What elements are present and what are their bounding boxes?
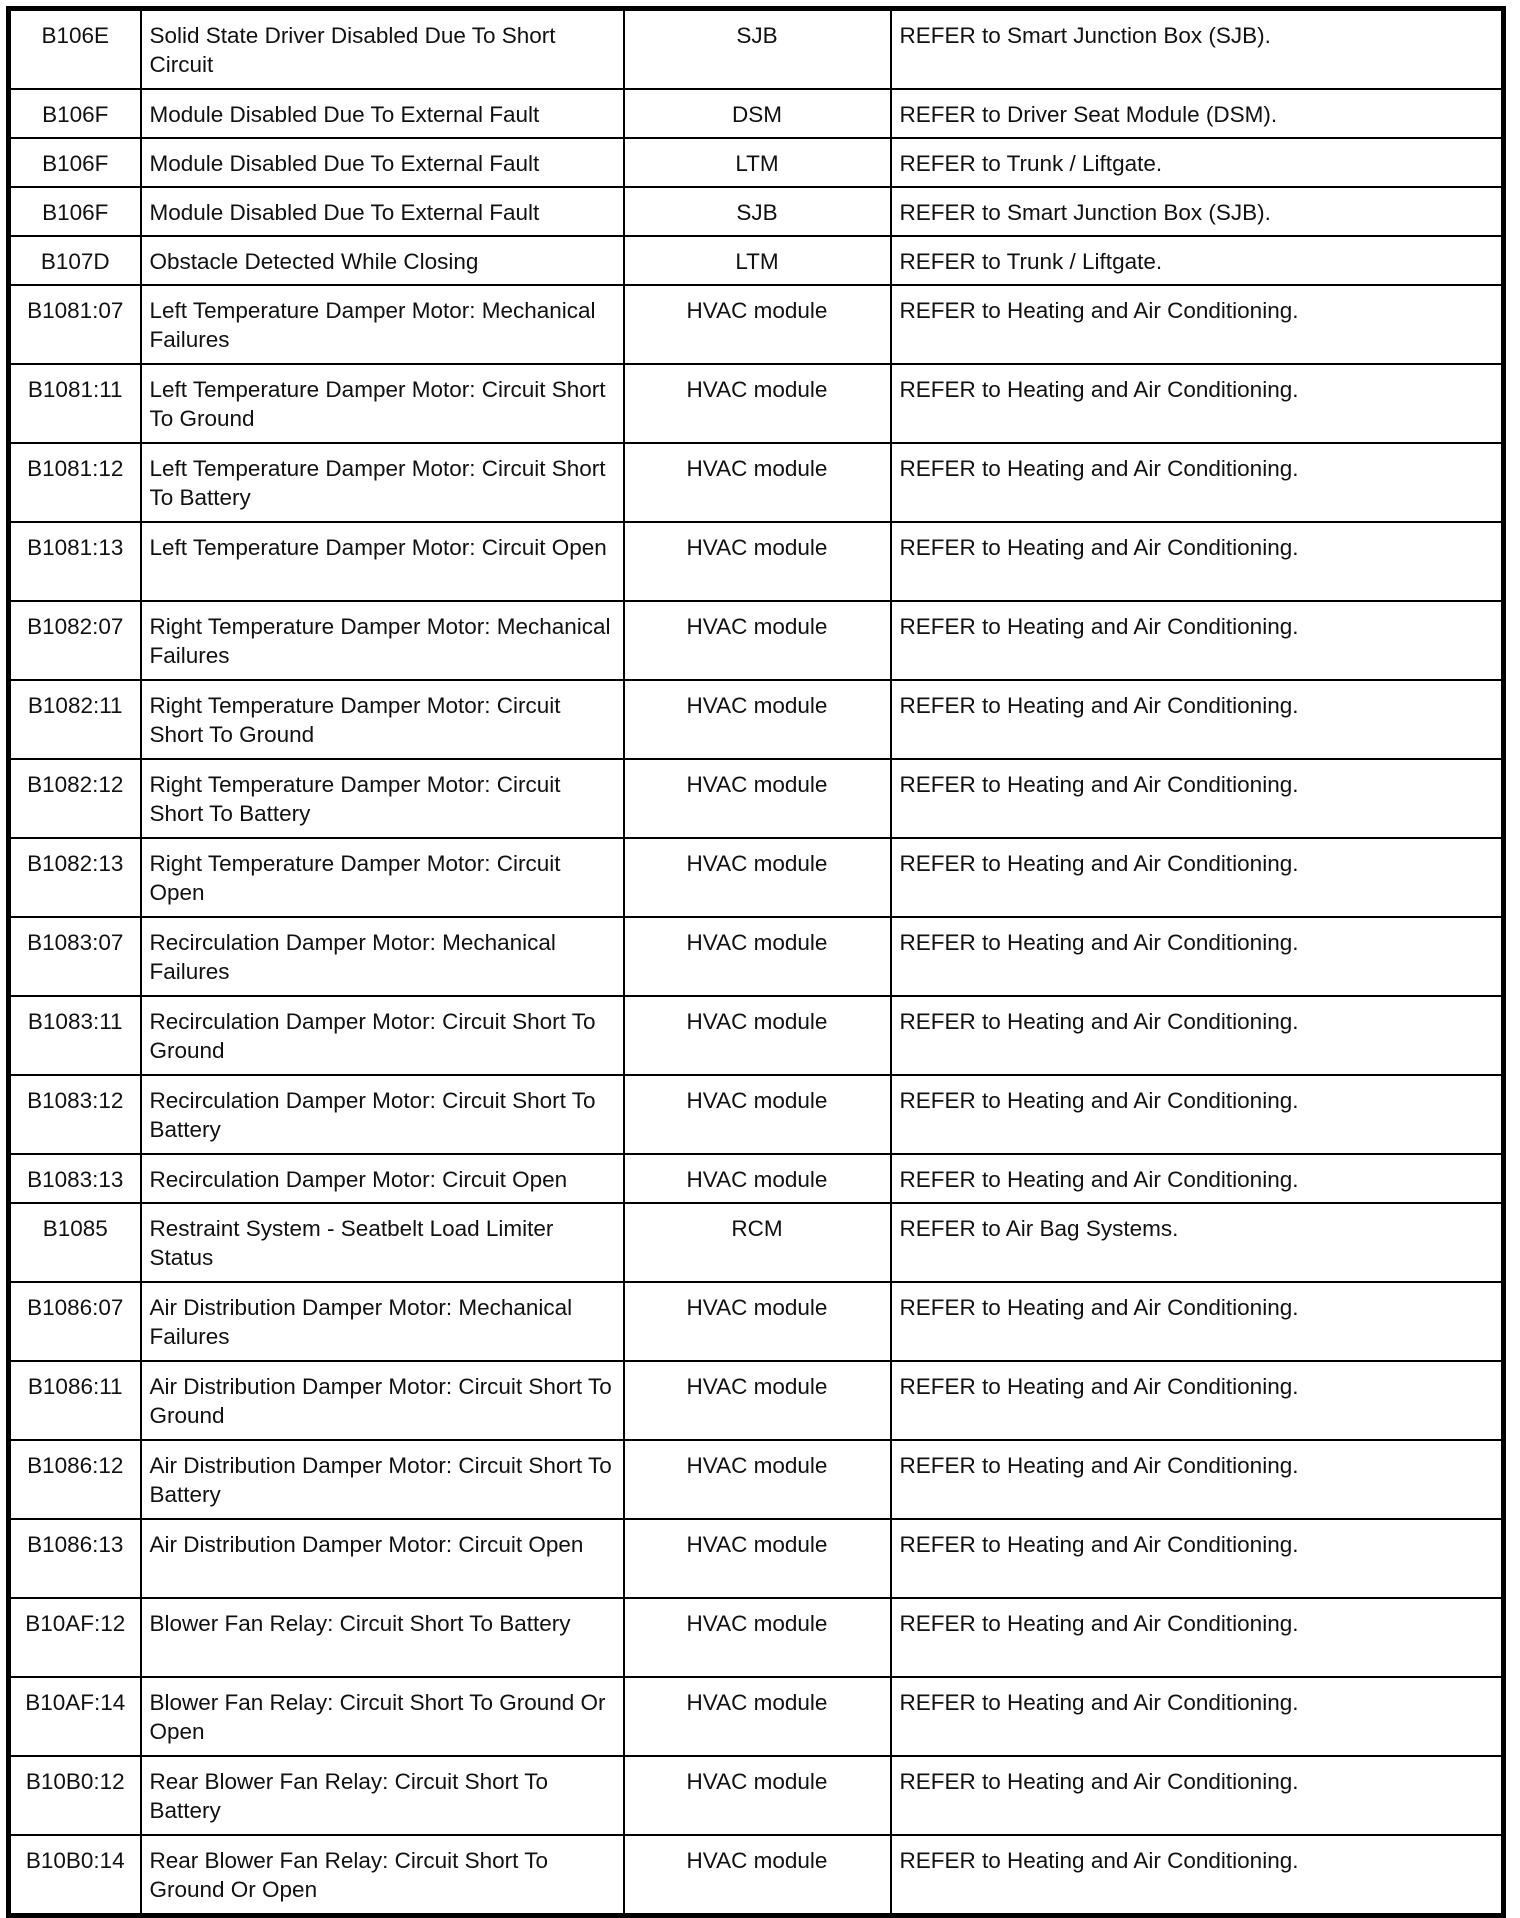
dtc-code: B1081:07	[9, 285, 141, 364]
dtc-description: Recirculation Damper Motor: Circuit Short To Battery	[141, 1075, 624, 1154]
dtc-source-module: DSM	[624, 89, 891, 138]
dtc-source-module: LTM	[624, 138, 891, 187]
dtc-code: B10AF:14	[9, 1677, 141, 1756]
dtc-action: REFER to Heating and Air Conditioning.	[891, 680, 1504, 759]
dtc-source-module: HVAC module	[624, 1154, 891, 1203]
dtc-source-module: HVAC module	[624, 364, 891, 443]
dtc-code: B1082:11	[9, 680, 141, 759]
dtc-action: REFER to Heating and Air Conditioning.	[891, 996, 1504, 1075]
table-row	[9, 1598, 1504, 1677]
table-row	[9, 1282, 1504, 1361]
dtc-source-module: SJB	[624, 9, 891, 90]
dtc-action: REFER to Heating and Air Conditioning.	[891, 601, 1504, 680]
dtc-action: REFER to Trunk / Liftgate.	[891, 236, 1504, 285]
dtc-action: REFER to Heating and Air Conditioning.	[891, 1282, 1504, 1361]
table-row	[9, 838, 1504, 917]
dtc-description: Air Distribution Damper Motor: Circuit Open	[141, 1519, 624, 1598]
dtc-source-module: HVAC module	[624, 1440, 891, 1519]
table-row	[9, 443, 1504, 522]
dtc-code: B1081:12	[9, 443, 141, 522]
dtc-description: Left Temperature Damper Motor: Circuit Short To Ground	[141, 364, 624, 443]
table-row	[9, 1154, 1504, 1203]
table-row	[9, 1677, 1504, 1756]
table-row	[9, 1075, 1504, 1154]
dtc-action: REFER to Heating and Air Conditioning.	[891, 759, 1504, 838]
dtc-source-module: HVAC module	[624, 1361, 891, 1440]
dtc-table-body	[9, 9, 1504, 1916]
dtc-code: B10AF:12	[9, 1598, 141, 1677]
dtc-action: REFER to Heating and Air Conditioning.	[891, 838, 1504, 917]
dtc-action: REFER to Heating and Air Conditioning.	[891, 1677, 1504, 1756]
dtc-code: B10B0:12	[9, 1756, 141, 1835]
dtc-action: REFER to Heating and Air Conditioning.	[891, 522, 1504, 601]
dtc-code: B106F	[9, 187, 141, 236]
table-row	[9, 89, 1504, 138]
table-row	[9, 601, 1504, 680]
dtc-action: REFER to Smart Junction Box (SJB).	[891, 9, 1504, 90]
dtc-source-module: HVAC module	[624, 443, 891, 522]
dtc-code: B1082:13	[9, 838, 141, 917]
table-row	[9, 1361, 1504, 1440]
dtc-code: B1082:07	[9, 601, 141, 680]
dtc-source-module: HVAC module	[624, 1282, 891, 1361]
dtc-description: Right Temperature Damper Motor: Circuit Short To Ground	[141, 680, 624, 759]
dtc-description: Recirculation Damper Motor: Circuit Open	[141, 1154, 624, 1203]
dtc-code: B1086:07	[9, 1282, 141, 1361]
table-row	[9, 285, 1504, 364]
dtc-description: Recirculation Damper Motor: Mechanical Failures	[141, 917, 624, 996]
dtc-table	[6, 6, 1506, 1918]
dtc-code: B106F	[9, 138, 141, 187]
dtc-description: Air Distribution Damper Motor: Circuit Short To Battery	[141, 1440, 624, 1519]
dtc-description: Restraint System - Seatbelt Load Limiter Status	[141, 1203, 624, 1282]
table-row	[9, 236, 1504, 285]
dtc-action: REFER to Heating and Air Conditioning.	[891, 1361, 1504, 1440]
dtc-description: Air Distribution Damper Motor: Circuit Short To Ground	[141, 1361, 624, 1440]
dtc-code: B106F	[9, 89, 141, 138]
dtc-action: REFER to Heating and Air Conditioning.	[891, 1440, 1504, 1519]
dtc-source-module: SJB	[624, 187, 891, 236]
dtc-action: REFER to Heating and Air Conditioning.	[891, 443, 1504, 522]
dtc-code: B1081:13	[9, 522, 141, 601]
dtc-code: B1082:12	[9, 759, 141, 838]
dtc-description: Rear Blower Fan Relay: Circuit Short To Battery	[141, 1756, 624, 1835]
dtc-action: REFER to Heating and Air Conditioning.	[891, 1756, 1504, 1835]
dtc-source-module: HVAC module	[624, 996, 891, 1075]
dtc-description: Module Disabled Due To External Fault	[141, 187, 624, 236]
table-row	[9, 1440, 1504, 1519]
dtc-code: B1085	[9, 1203, 141, 1282]
dtc-action: REFER to Heating and Air Conditioning.	[891, 1154, 1504, 1203]
dtc-code: B1086:11	[9, 1361, 141, 1440]
dtc-code: B10B0:14	[9, 1835, 141, 1916]
dtc-code: B1086:12	[9, 1440, 141, 1519]
table-row	[9, 917, 1504, 996]
dtc-code: B1083:07	[9, 917, 141, 996]
dtc-description: Right Temperature Damper Motor: Circuit Short To Battery	[141, 759, 624, 838]
dtc-action: REFER to Heating and Air Conditioning.	[891, 1598, 1504, 1677]
document-page	[6, 6, 1506, 1902]
dtc-source-module: HVAC module	[624, 1677, 891, 1756]
dtc-source-module: HVAC module	[624, 1756, 891, 1835]
dtc-action: REFER to Heating and Air Conditioning.	[891, 285, 1504, 364]
table-row	[9, 1203, 1504, 1282]
dtc-source-module: HVAC module	[624, 917, 891, 996]
table-row	[9, 1835, 1504, 1916]
table-row	[9, 522, 1504, 601]
dtc-action: REFER to Heating and Air Conditioning.	[891, 1835, 1504, 1916]
dtc-source-module: HVAC module	[624, 680, 891, 759]
table-row	[9, 364, 1504, 443]
table-row	[9, 9, 1504, 90]
dtc-description: Module Disabled Due To External Fault	[141, 89, 624, 138]
dtc-source-module: RCM	[624, 1203, 891, 1282]
dtc-description: Blower Fan Relay: Circuit Short To Ground Or Open	[141, 1677, 624, 1756]
dtc-action: REFER to Driver Seat Module (DSM).	[891, 89, 1504, 138]
table-row	[9, 187, 1504, 236]
dtc-action: REFER to Heating and Air Conditioning.	[891, 1075, 1504, 1154]
dtc-source-module: HVAC module	[624, 522, 891, 601]
dtc-action: REFER to Trunk / Liftgate.	[891, 138, 1504, 187]
dtc-source-module: HVAC module	[624, 1519, 891, 1598]
dtc-description: Rear Blower Fan Relay: Circuit Short To Ground Or Open	[141, 1835, 624, 1916]
dtc-code: B106E	[9, 9, 141, 90]
dtc-source-module: LTM	[624, 236, 891, 285]
dtc-description: Right Temperature Damper Motor: Mechanical Failures	[141, 601, 624, 680]
table-row	[9, 996, 1504, 1075]
dtc-source-module: HVAC module	[624, 601, 891, 680]
table-row	[9, 138, 1504, 187]
table-row	[9, 1756, 1504, 1835]
table-row	[9, 1519, 1504, 1598]
dtc-source-module: HVAC module	[624, 1835, 891, 1916]
dtc-description: Solid State Driver Disabled Due To Short Circuit	[141, 9, 624, 90]
dtc-description: Air Distribution Damper Motor: Mechanical Failures	[141, 1282, 624, 1361]
dtc-source-module: HVAC module	[624, 1075, 891, 1154]
dtc-description: Right Temperature Damper Motor: Circuit Open	[141, 838, 624, 917]
dtc-code: B1083:13	[9, 1154, 141, 1203]
dtc-description: Left Temperature Damper Motor: Circuit Short To Battery	[141, 443, 624, 522]
dtc-code: B107D	[9, 236, 141, 285]
dtc-source-module: HVAC module	[624, 285, 891, 364]
dtc-code: B1083:12	[9, 1075, 141, 1154]
dtc-description: Left Temperature Damper Motor: Mechanical Failures	[141, 285, 624, 364]
dtc-source-module: HVAC module	[624, 759, 891, 838]
table-row	[9, 680, 1504, 759]
dtc-description: Module Disabled Due To External Fault	[141, 138, 624, 187]
dtc-code: B1083:11	[9, 996, 141, 1075]
dtc-description: Recirculation Damper Motor: Circuit Short To Ground	[141, 996, 624, 1075]
dtc-code: B1081:11	[9, 364, 141, 443]
dtc-code: B1086:13	[9, 1519, 141, 1598]
dtc-action: REFER to Heating and Air Conditioning.	[891, 917, 1504, 996]
dtc-action: REFER to Smart Junction Box (SJB).	[891, 187, 1504, 236]
dtc-source-module: HVAC module	[624, 838, 891, 917]
dtc-description: Left Temperature Damper Motor: Circuit Open	[141, 522, 624, 601]
dtc-action: REFER to Air Bag Systems.	[891, 1203, 1504, 1282]
dtc-action: REFER to Heating and Air Conditioning.	[891, 364, 1504, 443]
dtc-description: Obstacle Detected While Closing	[141, 236, 624, 285]
dtc-source-module: HVAC module	[624, 1598, 891, 1677]
dtc-action: REFER to Heating and Air Conditioning.	[891, 1519, 1504, 1598]
table-row	[9, 759, 1504, 838]
dtc-description: Blower Fan Relay: Circuit Short To Battery	[141, 1598, 624, 1677]
